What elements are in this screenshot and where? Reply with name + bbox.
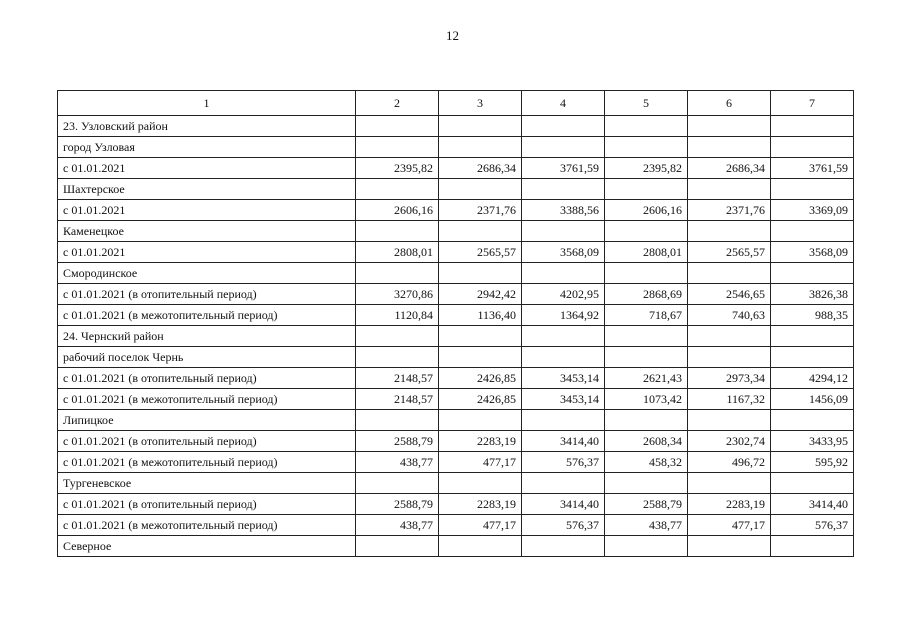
table-cell-col-6 <box>688 263 771 284</box>
table-cell-col-5: 2808,01 <box>605 242 688 263</box>
table-cell-col-2: 2808,01 <box>356 242 439 263</box>
table-cell-col-2: 438,77 <box>356 515 439 536</box>
table-cell-col-2: 2395,82 <box>356 158 439 179</box>
table-row <box>58 494 854 515</box>
row-label: с 01.01.2021 (в межотопительный период) <box>58 389 356 410</box>
table-cell-col-6: 2565,57 <box>688 242 771 263</box>
table-row <box>58 305 854 326</box>
table-cell-col-3 <box>439 326 522 347</box>
table-cell-col-2 <box>356 473 439 494</box>
table-cell-col-2 <box>356 410 439 431</box>
table-row <box>58 158 854 179</box>
table-cell-col-2 <box>356 263 439 284</box>
table-cell-col-4: 3568,09 <box>522 242 605 263</box>
table-row <box>58 326 854 347</box>
table-cell-col-4: 3388,56 <box>522 200 605 221</box>
table-cell-col-2: 2148,57 <box>356 389 439 410</box>
table-cell-col-4 <box>522 473 605 494</box>
row-label: с 01.01.2021 (в отопительный период) <box>58 431 356 452</box>
table-row <box>58 473 854 494</box>
row-label: с 01.01.2021 (в межотопительный период) <box>58 305 356 326</box>
table-cell-col-6: 496,72 <box>688 452 771 473</box>
table-cell-col-2: 438,77 <box>356 452 439 473</box>
table-cell-col-2 <box>356 179 439 200</box>
table-cell-col-2: 2588,79 <box>356 431 439 452</box>
row-label: с 01.01.2021 <box>58 158 356 179</box>
table-cell-col-6 <box>688 116 771 137</box>
table-cell-col-5 <box>605 347 688 368</box>
row-label: Тургеневское <box>58 473 356 494</box>
row-label: Липицкое <box>58 410 356 431</box>
row-label: с 01.01.2021 (в отопительный период) <box>58 494 356 515</box>
table-cell-col-3: 2283,19 <box>439 494 522 515</box>
tariff-table <box>57 90 854 557</box>
table-cell-col-4 <box>522 221 605 242</box>
table-cell-col-7 <box>771 116 854 137</box>
table-cell-col-6 <box>688 221 771 242</box>
column-header-7: 7 <box>771 91 854 116</box>
table-cell-col-7 <box>771 221 854 242</box>
table-cell-col-4 <box>522 263 605 284</box>
row-label: 23. Узловский район <box>58 116 356 137</box>
table-cell-col-5: 2588,79 <box>605 494 688 515</box>
table-cell-col-7 <box>771 263 854 284</box>
table-cell-col-7: 3568,09 <box>771 242 854 263</box>
table-cell-col-6: 1167,32 <box>688 389 771 410</box>
table-row <box>58 536 854 557</box>
table-row <box>58 200 854 221</box>
table-cell-col-6: 2371,76 <box>688 200 771 221</box>
table-cell-col-6 <box>688 179 771 200</box>
table-cell-col-2 <box>356 116 439 137</box>
table-cell-col-4 <box>522 179 605 200</box>
table-cell-col-5: 2395,82 <box>605 158 688 179</box>
table-cell-col-2: 2148,57 <box>356 368 439 389</box>
table-body <box>58 116 854 557</box>
table-cell-col-4: 576,37 <box>522 452 605 473</box>
table-cell-col-3: 477,17 <box>439 515 522 536</box>
table-cell-col-7: 3826,38 <box>771 284 854 305</box>
table-cell-col-3: 2426,85 <box>439 389 522 410</box>
table-cell-col-5: 2868,69 <box>605 284 688 305</box>
table-cell-col-2 <box>356 137 439 158</box>
table-cell-col-4: 3453,14 <box>522 368 605 389</box>
row-label: Каменецкое <box>58 221 356 242</box>
table-cell-col-7: 3761,59 <box>771 158 854 179</box>
table-cell-col-4: 1364,92 <box>522 305 605 326</box>
table-row <box>58 389 854 410</box>
row-label: Северное <box>58 536 356 557</box>
table-cell-col-7: 1456,09 <box>771 389 854 410</box>
table-cell-col-2 <box>356 347 439 368</box>
row-label: с 01.01.2021 (в межотопительный период) <box>58 515 356 536</box>
table-row <box>58 368 854 389</box>
table-cell-col-7 <box>771 137 854 158</box>
table-cell-col-4: 3414,40 <box>522 431 605 452</box>
table-row <box>58 515 854 536</box>
row-label: с 01.01.2021 (в отопительный период) <box>58 368 356 389</box>
table-cell-col-3 <box>439 473 522 494</box>
table-cell-col-2 <box>356 326 439 347</box>
column-header-4: 4 <box>522 91 605 116</box>
table-row <box>58 137 854 158</box>
table-cell-col-5: 718,67 <box>605 305 688 326</box>
table-cell-col-3: 2686,34 <box>439 158 522 179</box>
table-row <box>58 116 854 137</box>
table-cell-col-7 <box>771 179 854 200</box>
table-row <box>58 263 854 284</box>
table-cell-col-3 <box>439 116 522 137</box>
table-cell-col-7 <box>771 536 854 557</box>
table-cell-col-4: 3453,14 <box>522 389 605 410</box>
table-cell-col-2: 2588,79 <box>356 494 439 515</box>
table-cell-col-6: 477,17 <box>688 515 771 536</box>
table-cell-col-6: 2973,34 <box>688 368 771 389</box>
row-label: Шахтерское <box>58 179 356 200</box>
row-label: рабочий поселок Чернь <box>58 347 356 368</box>
table-cell-col-5 <box>605 536 688 557</box>
table-cell-col-5: 1073,42 <box>605 389 688 410</box>
column-header-3: 3 <box>439 91 522 116</box>
table-cell-col-5 <box>605 116 688 137</box>
table-cell-col-6: 2546,65 <box>688 284 771 305</box>
table-cell-col-4 <box>522 347 605 368</box>
row-label: с 01.01.2021 (в отопительный период) <box>58 284 356 305</box>
table-header-row <box>58 91 854 116</box>
table-cell-col-6 <box>688 137 771 158</box>
table-cell-col-3 <box>439 263 522 284</box>
table-cell-col-7: 3433,95 <box>771 431 854 452</box>
table-cell-col-3: 2426,85 <box>439 368 522 389</box>
table-cell-col-2 <box>356 221 439 242</box>
table-cell-col-5 <box>605 221 688 242</box>
column-header-6: 6 <box>688 91 771 116</box>
table-cell-col-2: 1120,84 <box>356 305 439 326</box>
row-label: Смородинское <box>58 263 356 284</box>
table-cell-col-5 <box>605 263 688 284</box>
page-number: 12 <box>446 28 459 43</box>
table-cell-col-5 <box>605 137 688 158</box>
table-cell-col-6 <box>688 473 771 494</box>
table-row <box>58 284 854 305</box>
table-cell-col-6: 740,63 <box>688 305 771 326</box>
table-cell-col-3: 2565,57 <box>439 242 522 263</box>
table-cell-col-6 <box>688 410 771 431</box>
table-row <box>58 242 854 263</box>
table-cell-col-5: 458,32 <box>605 452 688 473</box>
column-header-1: 1 <box>58 91 356 116</box>
table-cell-col-6 <box>688 347 771 368</box>
row-label: 24. Чернский район <box>58 326 356 347</box>
table-cell-col-5 <box>605 410 688 431</box>
table-cell-col-5 <box>605 473 688 494</box>
table-cell-col-7: 576,37 <box>771 515 854 536</box>
table-cell-col-5: 2608,34 <box>605 431 688 452</box>
table-cell-col-7 <box>771 410 854 431</box>
table-cell-col-6: 2686,34 <box>688 158 771 179</box>
table-cell-col-2 <box>356 536 439 557</box>
row-label: с 01.01.2021 (в межотопительный период) <box>58 452 356 473</box>
table-cell-col-3 <box>439 536 522 557</box>
table-row <box>58 452 854 473</box>
table-cell-col-3 <box>439 410 522 431</box>
table-cell-col-4: 4202,95 <box>522 284 605 305</box>
table-row <box>58 179 854 200</box>
table-cell-col-4 <box>522 116 605 137</box>
table-cell-col-4: 576,37 <box>522 515 605 536</box>
table-cell-col-5: 2621,43 <box>605 368 688 389</box>
table-cell-col-4 <box>522 137 605 158</box>
table-cell-col-3 <box>439 179 522 200</box>
table-cell-col-3: 2942,42 <box>439 284 522 305</box>
table-cell-col-7 <box>771 347 854 368</box>
table-cell-col-7: 595,92 <box>771 452 854 473</box>
column-header-2: 2 <box>356 91 439 116</box>
table-cell-col-7: 4294,12 <box>771 368 854 389</box>
table-cell-col-3 <box>439 221 522 242</box>
table-row <box>58 431 854 452</box>
table-cell-col-4: 3761,59 <box>522 158 605 179</box>
table-cell-col-4: 3414,40 <box>522 494 605 515</box>
table-cell-col-6: 2283,19 <box>688 494 771 515</box>
table-cell-col-3 <box>439 347 522 368</box>
table-cell-col-5: 438,77 <box>605 515 688 536</box>
row-label: с 01.01.2021 <box>58 242 356 263</box>
table-cell-col-4 <box>522 536 605 557</box>
table-cell-col-3: 1136,40 <box>439 305 522 326</box>
table-cell-col-5: 2606,16 <box>605 200 688 221</box>
column-header-5: 5 <box>605 91 688 116</box>
table-cell-col-5 <box>605 326 688 347</box>
table-cell-col-7 <box>771 326 854 347</box>
table-cell-col-5 <box>605 179 688 200</box>
table-cell-col-3: 477,17 <box>439 452 522 473</box>
table-cell-col-3: 2283,19 <box>439 431 522 452</box>
table-cell-col-4 <box>522 410 605 431</box>
table-row <box>58 410 854 431</box>
table-cell-col-2: 2606,16 <box>356 200 439 221</box>
table-row <box>58 347 854 368</box>
table-cell-col-7: 3414,40 <box>771 494 854 515</box>
table-row <box>58 221 854 242</box>
table-cell-col-7 <box>771 473 854 494</box>
table-cell-col-6: 2302,74 <box>688 431 771 452</box>
table-cell-col-6 <box>688 536 771 557</box>
table-cell-col-2: 3270,86 <box>356 284 439 305</box>
table-cell-col-3 <box>439 137 522 158</box>
table-cell-col-7: 988,35 <box>771 305 854 326</box>
table-cell-col-3: 2371,76 <box>439 200 522 221</box>
table-cell-col-4 <box>522 326 605 347</box>
table-cell-col-7: 3369,09 <box>771 200 854 221</box>
row-label: город Узловая <box>58 137 356 158</box>
row-label: с 01.01.2021 <box>58 200 356 221</box>
table-cell-col-6 <box>688 326 771 347</box>
